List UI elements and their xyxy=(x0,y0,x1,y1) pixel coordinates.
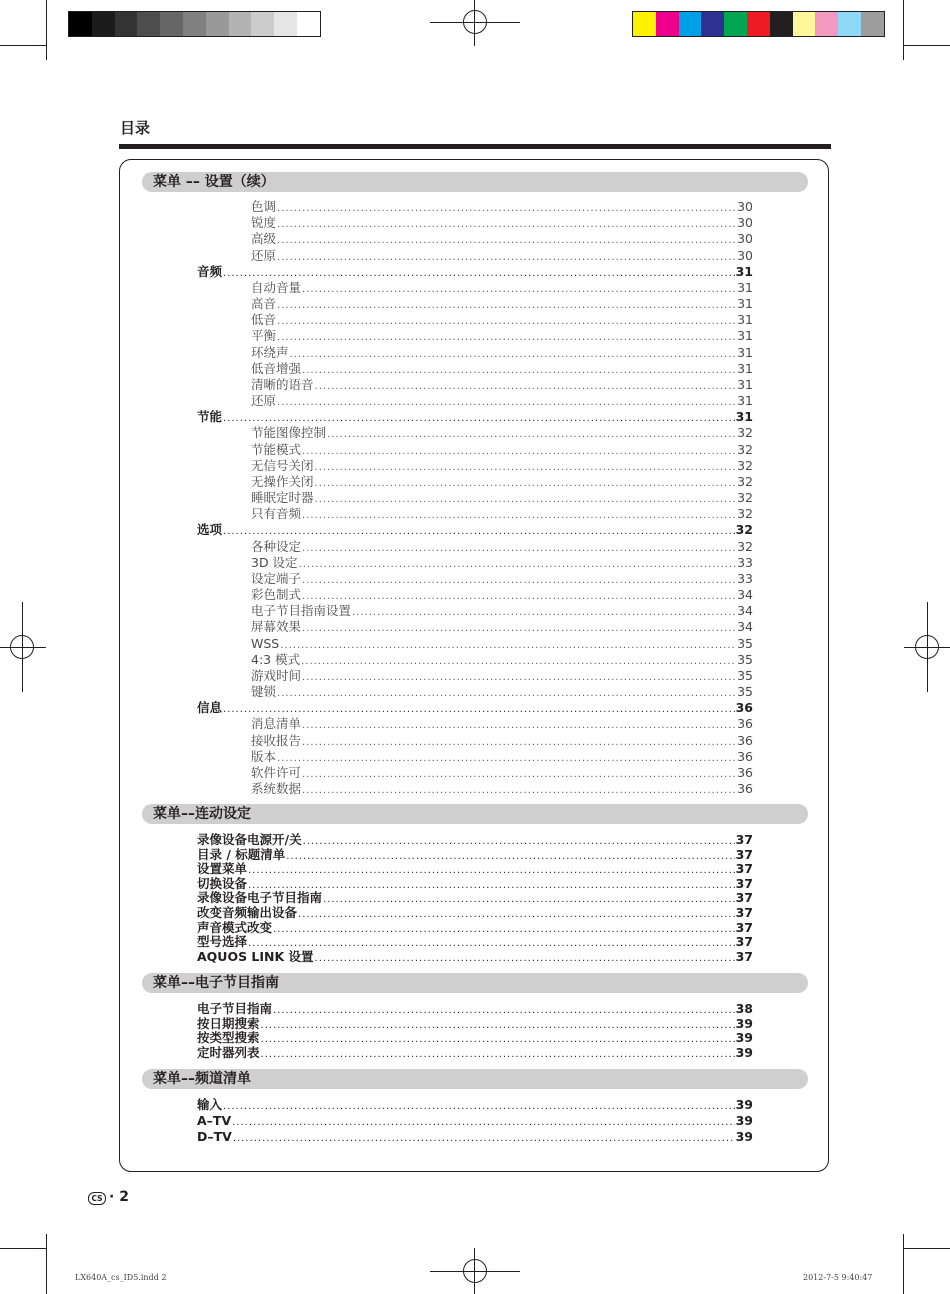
toc-subentry xyxy=(251,716,753,731)
color-swatch xyxy=(656,12,679,36)
entry-label: 游戏时间 xyxy=(251,667,302,683)
entry-label: 型号选择 xyxy=(197,934,248,950)
entry-label: 电子节目指南 xyxy=(197,1001,273,1016)
leader-dots xyxy=(277,298,736,313)
entry-label: D–TV xyxy=(197,1129,232,1144)
entry-page: 31 xyxy=(737,279,753,295)
leader-dots xyxy=(315,476,737,491)
leader-dots xyxy=(315,379,737,394)
gray-swatch xyxy=(137,12,160,36)
entry-page: 35 xyxy=(737,684,753,700)
entry-label: 无信号关闭 xyxy=(251,457,314,473)
entry-page: 37 xyxy=(735,875,753,891)
entry-page: 36 xyxy=(737,764,753,780)
toc-entry xyxy=(197,949,753,964)
entry-page: 31 xyxy=(735,263,753,279)
entry-label: 只有音频 xyxy=(251,506,302,522)
color-swatch xyxy=(747,12,770,36)
leader-dots xyxy=(223,524,735,539)
entry-page: 32 xyxy=(735,522,753,538)
toc-subentry xyxy=(251,361,753,376)
toc-subentry xyxy=(251,652,753,667)
entry-page: 31 xyxy=(737,296,753,312)
toc-subentry xyxy=(251,506,753,521)
leader-dots xyxy=(232,1115,734,1130)
entry-page: 39 xyxy=(735,1097,753,1112)
color-swatch xyxy=(633,12,656,36)
section-header: 菜单––频道清单 xyxy=(142,1069,808,1089)
entry-label: 锐度 xyxy=(251,215,277,231)
toc-subentry xyxy=(251,458,753,473)
toc-subentry xyxy=(251,636,753,651)
entry-label: 切换设备 xyxy=(197,875,248,891)
entry-label: 录像设备电子节目指南 xyxy=(197,890,323,906)
entry-page: 31 xyxy=(737,312,753,328)
leader-dots xyxy=(302,508,736,523)
leader-dots xyxy=(223,1099,735,1114)
entry-label: 接收报告 xyxy=(251,732,302,748)
entry-page: 39 xyxy=(735,1113,753,1128)
color-swatch xyxy=(679,12,702,36)
entry-label: 键锁 xyxy=(251,684,277,700)
toc-entry xyxy=(197,832,753,847)
color-swatch xyxy=(861,12,884,36)
leader-dots xyxy=(223,411,735,426)
page-number: · 2 xyxy=(109,1189,129,1205)
grayscale-calibration-bar xyxy=(68,11,321,37)
page-title: 目录 xyxy=(120,119,151,137)
color-calibration-bar xyxy=(632,11,885,37)
toc-entry xyxy=(197,409,753,424)
entry-page: 30 xyxy=(737,247,753,263)
entry-page: 32 xyxy=(737,457,753,473)
toc-entry xyxy=(197,861,753,876)
color-swatch xyxy=(815,12,838,36)
entry-label: 低音 xyxy=(251,312,277,328)
toc-subentry xyxy=(251,571,753,586)
leader-dots xyxy=(299,557,737,572)
entry-page: 32 xyxy=(737,425,753,441)
toc-entry xyxy=(197,1045,753,1060)
toc-subentry xyxy=(251,765,753,780)
entry-label: 信息 xyxy=(197,700,223,716)
color-swatch xyxy=(838,12,861,36)
entry-label: 设置菜单 xyxy=(197,861,248,877)
toc-subentry xyxy=(251,684,753,699)
entry-page: 31 xyxy=(737,393,753,409)
entry-page: 37 xyxy=(735,846,753,862)
entry-page: 36 xyxy=(737,781,753,797)
toc-subentry xyxy=(251,474,753,489)
toc-entry xyxy=(197,1030,753,1045)
gray-swatch xyxy=(92,12,115,36)
entry-label: 清晰的语音 xyxy=(251,376,314,392)
toc-entry xyxy=(197,1113,753,1128)
entry-label: 4:3 模式 xyxy=(251,651,301,667)
gray-swatch xyxy=(160,12,183,36)
entry-page: 36 xyxy=(737,748,753,764)
gray-swatch xyxy=(69,12,92,36)
entry-page: 31 xyxy=(737,344,753,360)
toc-subentry xyxy=(251,425,753,440)
entry-page: 36 xyxy=(735,700,753,716)
entry-label: 音频 xyxy=(197,263,223,279)
entry-page: 34 xyxy=(737,587,753,603)
leader-dots xyxy=(277,314,736,329)
entry-label: 还原 xyxy=(251,393,277,409)
entry-page: 37 xyxy=(735,890,753,906)
entry-label: 3D 设定 xyxy=(251,554,298,570)
toc-subentry xyxy=(251,442,753,457)
entry-label: 录像设备电源开/关 xyxy=(197,832,302,847)
entry-page: 37 xyxy=(735,861,753,877)
color-swatch xyxy=(793,12,816,36)
leader-dots xyxy=(302,718,736,733)
toc-subentry xyxy=(251,199,753,214)
leader-dots xyxy=(302,783,736,798)
leader-dots xyxy=(301,654,736,669)
entry-page: 39 xyxy=(735,1045,753,1060)
leader-dots xyxy=(302,541,736,556)
toc-entry xyxy=(197,700,753,715)
leader-dots xyxy=(302,282,736,297)
entry-page: 37 xyxy=(735,919,753,935)
leader-dots xyxy=(277,686,736,701)
entry-page: 35 xyxy=(737,667,753,683)
leader-dots xyxy=(277,217,736,232)
entry-label: 无操作关闭 xyxy=(251,473,314,489)
entry-label: 高级 xyxy=(251,231,277,247)
gray-swatch xyxy=(297,12,320,36)
entry-page: 31 xyxy=(737,376,753,392)
entry-page: 37 xyxy=(735,934,753,950)
entry-label: 高音 xyxy=(251,296,277,312)
toc-subentry xyxy=(251,539,753,554)
leader-dots xyxy=(302,670,736,685)
toc-subentry xyxy=(251,587,753,602)
entry-page: 30 xyxy=(737,199,753,214)
toc-subentry xyxy=(251,231,753,246)
language-badge: CS xyxy=(88,1192,106,1205)
date-slug: 2012-7-5 9:40:47 xyxy=(803,1273,873,1282)
leader-dots xyxy=(302,444,736,459)
leader-dots xyxy=(277,330,736,345)
color-swatch xyxy=(701,12,724,36)
entry-label: 软件许可 xyxy=(251,764,302,780)
entry-label: 节能模式 xyxy=(251,441,302,457)
toc-entry xyxy=(197,934,753,949)
toc-entry xyxy=(197,847,753,862)
toc-subentry xyxy=(251,668,753,683)
leader-dots xyxy=(302,767,736,782)
toc-entry xyxy=(197,264,753,279)
entry-label: 屏幕效果 xyxy=(251,619,302,635)
entry-page: 32 xyxy=(737,490,753,506)
toc-subentry xyxy=(251,312,753,327)
leader-dots xyxy=(302,589,736,604)
leader-dots xyxy=(352,605,736,620)
leader-dots xyxy=(302,621,736,636)
leader-dots xyxy=(277,250,736,265)
toc-subentry xyxy=(251,733,753,748)
toc-subentry xyxy=(251,393,753,408)
toc-entry xyxy=(197,890,753,905)
entry-label: 按类型搜索 xyxy=(197,1030,260,1046)
entry-page: 39 xyxy=(735,1129,753,1144)
entry-page: 30 xyxy=(737,231,753,247)
entry-page: 34 xyxy=(737,603,753,619)
toc-entry xyxy=(197,1016,753,1031)
toc-entry xyxy=(197,1001,753,1016)
entry-label: 改变音频输出设备 xyxy=(197,905,298,920)
entry-label: WSS xyxy=(251,635,280,651)
leader-dots xyxy=(302,573,736,588)
toc-entry xyxy=(197,1129,753,1144)
leader-dots xyxy=(261,1047,735,1062)
entry-label: 版本 xyxy=(251,748,277,764)
gray-swatch xyxy=(115,12,138,36)
gray-swatch xyxy=(183,12,206,36)
entry-page: 32 xyxy=(737,538,753,554)
entry-label: A–TV xyxy=(197,1113,232,1128)
leader-dots xyxy=(327,427,736,442)
leader-dots xyxy=(233,1131,735,1146)
entry-label: 各种设定 xyxy=(251,538,302,554)
section-header: 菜单 –– 设置（续） xyxy=(142,172,808,192)
toc-subentry xyxy=(251,749,753,764)
entry-label: 消息清单 xyxy=(251,716,302,732)
entry-label: 选项 xyxy=(197,522,223,538)
entry-label: 电子节目指南设置 xyxy=(251,603,352,619)
entry-label: 还原 xyxy=(251,247,277,263)
color-swatch xyxy=(770,12,793,36)
entry-page: 32 xyxy=(737,506,753,522)
leader-dots xyxy=(315,492,737,507)
gray-swatch xyxy=(229,12,252,36)
entry-page: 33 xyxy=(737,570,753,586)
gray-swatch xyxy=(251,12,274,36)
toc-subentry xyxy=(251,215,753,230)
entry-label: 低音增强 xyxy=(251,360,302,376)
toc-entry xyxy=(197,905,753,920)
entry-label: 自动音量 xyxy=(251,279,302,295)
entry-label: 设定端子 xyxy=(251,570,302,586)
entry-label: 节能 xyxy=(197,409,223,425)
entry-page: 36 xyxy=(737,732,753,748)
entry-page: 33 xyxy=(737,554,753,570)
entry-label: 输入 xyxy=(197,1097,223,1112)
entry-page: 38 xyxy=(735,1001,753,1016)
title-rule xyxy=(119,144,831,149)
toc-subentry xyxy=(251,296,753,311)
leader-dots xyxy=(315,460,737,475)
leader-dots xyxy=(223,266,735,281)
entry-label: 系统数据 xyxy=(251,781,302,797)
section-header: 菜单––连动设定 xyxy=(142,804,808,824)
entry-label: 平衡 xyxy=(251,328,277,344)
leader-dots xyxy=(277,751,736,766)
toc-entry xyxy=(197,876,753,891)
entry-label: 彩色制式 xyxy=(251,587,302,603)
section-header: 菜单––电子节目指南 xyxy=(142,973,808,993)
color-swatch xyxy=(724,12,747,36)
leader-dots xyxy=(302,363,736,378)
entry-page: 30 xyxy=(737,215,753,231)
toc-subentry xyxy=(251,377,753,392)
entry-page: 37 xyxy=(735,832,753,847)
toc-subentry xyxy=(251,280,753,295)
toc-subentry xyxy=(251,555,753,570)
entry-page: 39 xyxy=(735,1015,753,1031)
entry-label: 睡眠定时器 xyxy=(251,490,314,506)
toc-entry xyxy=(197,522,753,537)
entry-page: 31 xyxy=(737,328,753,344)
toc-subentry xyxy=(251,328,753,343)
file-slug: LX640A_cs_ID5.indd 2 xyxy=(75,1273,167,1282)
leader-dots xyxy=(277,233,736,248)
entry-label: 声音模式改变 xyxy=(197,919,273,935)
entry-page: 31 xyxy=(735,409,753,425)
leader-dots xyxy=(277,395,736,410)
entry-label: 环绕声 xyxy=(251,344,289,360)
entry-page: 37 xyxy=(735,948,753,964)
entry-label: 色调 xyxy=(251,199,277,214)
leader-dots xyxy=(290,347,737,362)
leader-dots xyxy=(223,702,735,717)
entry-label: 节能图像控制 xyxy=(251,425,327,441)
entry-page: 32 xyxy=(737,473,753,489)
toc-subentry xyxy=(251,619,753,634)
toc-subentry xyxy=(251,490,753,505)
entry-page: 34 xyxy=(737,619,753,635)
toc-entry xyxy=(197,920,753,935)
toc-entry xyxy=(197,1097,753,1112)
leader-dots xyxy=(280,638,736,653)
entry-label: AQUOS LINK 设置 xyxy=(197,948,314,964)
gray-swatch xyxy=(206,12,229,36)
entry-label: 目录 / 标题清单 xyxy=(197,846,286,862)
toc-subentry xyxy=(251,248,753,263)
toc-subentry xyxy=(251,345,753,360)
entry-page: 32 xyxy=(737,441,753,457)
toc-subentry xyxy=(251,603,753,618)
toc-subentry xyxy=(251,781,753,796)
entry-label: 按日期搜索 xyxy=(197,1015,260,1031)
entry-page: 36 xyxy=(737,716,753,732)
entry-label: 定时器列表 xyxy=(197,1045,260,1060)
gray-swatch xyxy=(274,12,297,36)
entry-page: 31 xyxy=(737,360,753,376)
leader-dots xyxy=(315,951,735,966)
entry-page: 35 xyxy=(737,651,753,667)
leader-dots xyxy=(302,735,736,750)
leader-dots xyxy=(277,201,736,216)
entry-page: 35 xyxy=(737,635,753,651)
entry-page: 37 xyxy=(735,905,753,920)
entry-page: 39 xyxy=(735,1030,753,1046)
